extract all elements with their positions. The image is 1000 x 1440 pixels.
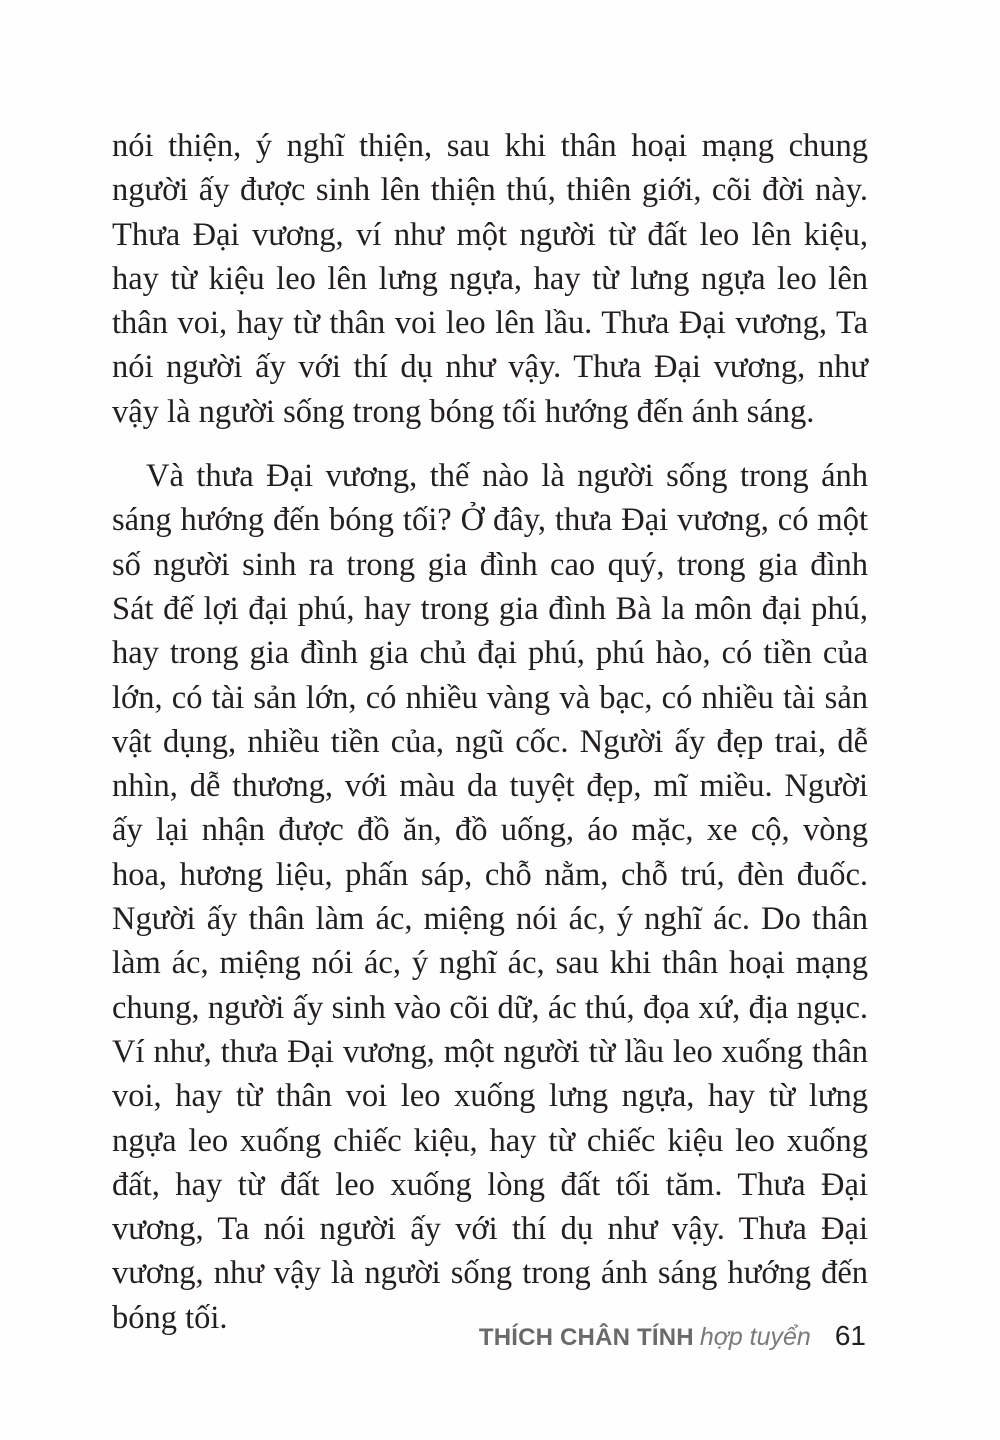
paragraph-light-to-dark: Và thưa Đại vương, thế nào là người sống trong ánh sáng hướng đến bóng tối? Ở đây, thưa Đại vương, có một số người sinh ra trong gia đình cao quý, trong gia đình Sát đế lợi đại phú, hay trong gia đình Bà la môn đại phú, hay trong gia đình gia chủ đại phú, phú hào, có tiền của lớn, có tài sản lớn, có nhiều vàng và bạc, có nhiều tài sản vật dụng, nhiều tiền của, ngũ cốc. Người ấy đẹp trai, dễ nhìn, dễ thương, với màu da tuyệt đẹp, mĩ miều. Người ấy lại nhận được đồ ăn, đồ uống, áo mặc, xe cộ, vòng hoa, hương liệu, phấn sáp, chỗ nằm, chỗ trú, đèn đuốc. Người ấy thân làm ác, miệng nói ác, ý nghĩ ác. Do thân làm ác, miệng nói ác, ý nghĩ ác, sau khi thân hoại mạng chung, người ấy sinh vào cõi dữ, ác thú, đọa xứ, địa ngục. Ví như, thưa Đại vương, một người từ lầu leo xuống thân voi, hay từ thân voi leo xuống lưng ngựa, hay từ lưng ngựa leo xuống chiếc kiệu, hay từ chiếc kiệu leo xuống đất, hay từ đất leo xuống lòng đất tối tăm. Thưa Đại vương, Ta nói người ấy với thí dụ như vậy. Thưa Đại vương, như vậy là người sống trong ánh sáng hướng đến bóng tối. xyxy=(112,458,868,1336)
footer-author: THÍCH CHÂN TÍNH xyxy=(478,1324,694,1351)
footer-subtitle: hợp tuyển xyxy=(699,1323,811,1351)
paragraph-continued: nói thiện, ý nghĩ thiện, sau khi thân hoại mạng chung người ấy được sinh lên thiện thú, thiên giới, cõi đời này. Thưa Đại vương, ví như một người từ đất leo lên kiệu, hay từ kiệu leo lên lưng ngựa, hay từ lưng ngựa leo lên thân voi, hay từ thân voi leo lên lầu. Thưa Đại vương, Ta nói người ấy với thí dụ như vậy. Thưa Đại vương, như vậy là người sống trong bóng tối hướng đến ánh sáng. xyxy=(112,128,868,430)
page-footer xyxy=(479,1320,866,1352)
body-text xyxy=(112,124,868,1340)
page-number: 61 xyxy=(834,1320,866,1351)
